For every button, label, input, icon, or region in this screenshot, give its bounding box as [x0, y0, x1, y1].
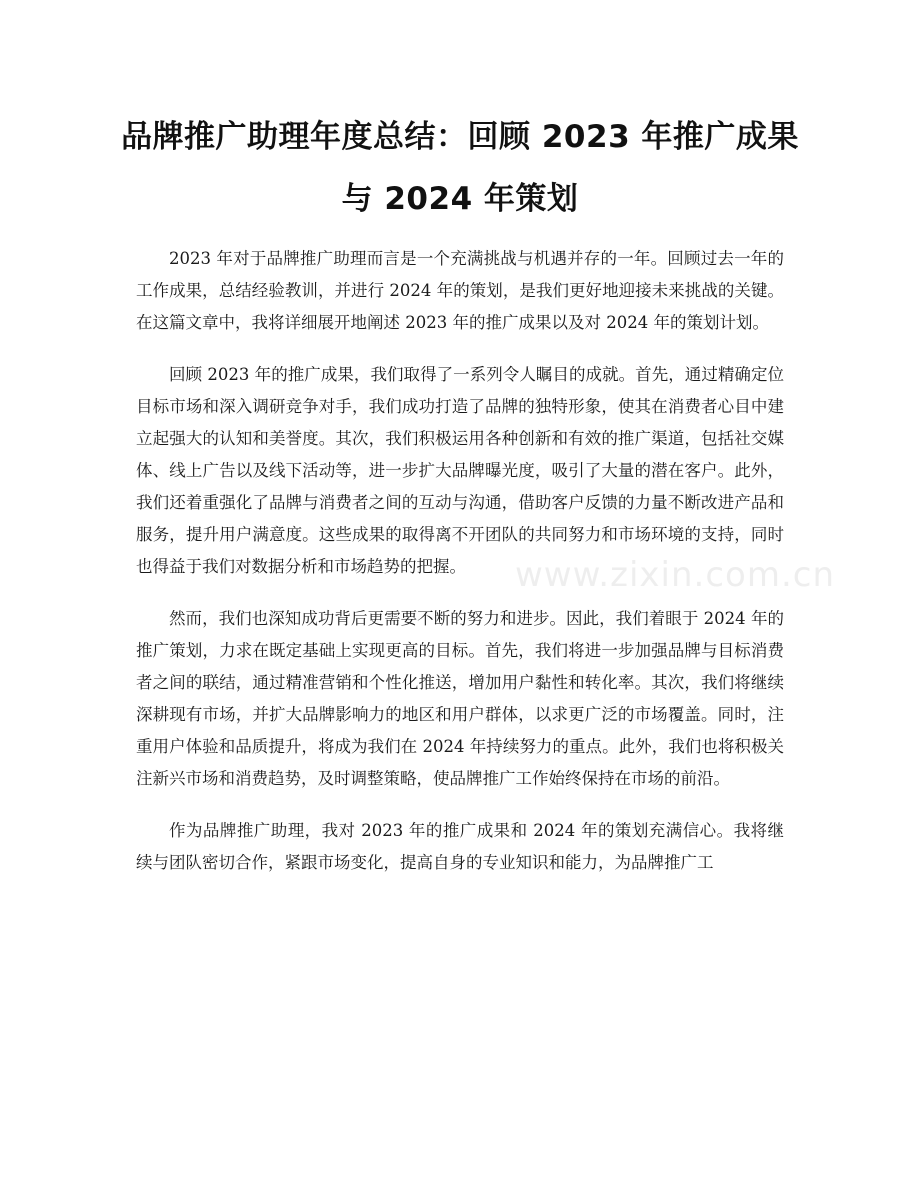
paragraph-1: 2023 年对于品牌推广助理而言是一个充满挑战与机遇并存的一年。回顾过去一年的工作成果，总结经验教训，并进行 2024 年的策划，是我们更好地迎接未来挑战的关键。在这篇文章中，我将详细展开地阐述 2023 年的推广成果以及对 2024 年的策划计划。 [136, 249, 784, 332]
paragraph-4: 作为品牌推广助理，我对 2023 年的推广成果和 2024 年的策划充满信心。我将继续与团队密切合作，紧跟市场变化，提高自身的专业知识和能力，为品牌推广工 [136, 821, 784, 872]
paragraph-2: 回顾 2023 年的推广成果，我们取得了一系列令人瞩目的成就。首先，通过精确定位目标市场和深入调研竞争对手，我们成功打造了品牌的独特形象，使其在消费者心目中建立起强大的认知和美誉度。其次，我们积极运用各种创新和有效的推广渠道，包括社交媒体、线上广告以及线下活动等，进一步扩大品牌曝光度，吸引了大量的潜在客户。此外，我们还着重强化了品牌与消费者之间的互动与沟通，借助客户反馈的力量不断改进产品和服务，提升用户满意度。这些成果的取得离不开团队的共同努力和市场环境的支持，同时也得益于我们对数据分析和市场趋势的把握。 [136, 365, 784, 576]
document-body [136, 243, 784, 899]
watermark: www.zixin.com.cn [515, 555, 835, 595]
paragraph-3: 然而，我们也深知成功背后更需要不断的努力和进步。因此，我们着眼于 2024 年的推广策划，力求在既定基础上实现更高的目标。首先，我们将进一步加强品牌与目标消费者之间的联结，通过精准营销和个性化推送，增加用户黏性和转化率。其次，我们将继续深耕现有市场，并扩大品牌影响力的地区和用户群体，以求更广泛的市场覆盖。同时，注重用户体验和品质提升，将成为我们在 2024 年持续努力的重点。此外，我们也将积极关注新兴市场和消费趋势，及时调整策略，使品牌推广工作始终保持在市场的前沿。 [136, 609, 784, 788]
document-title: 品牌推广助理年度总结：回顾 2023 年推广成果与 2024 年策划 [121, 119, 799, 217]
